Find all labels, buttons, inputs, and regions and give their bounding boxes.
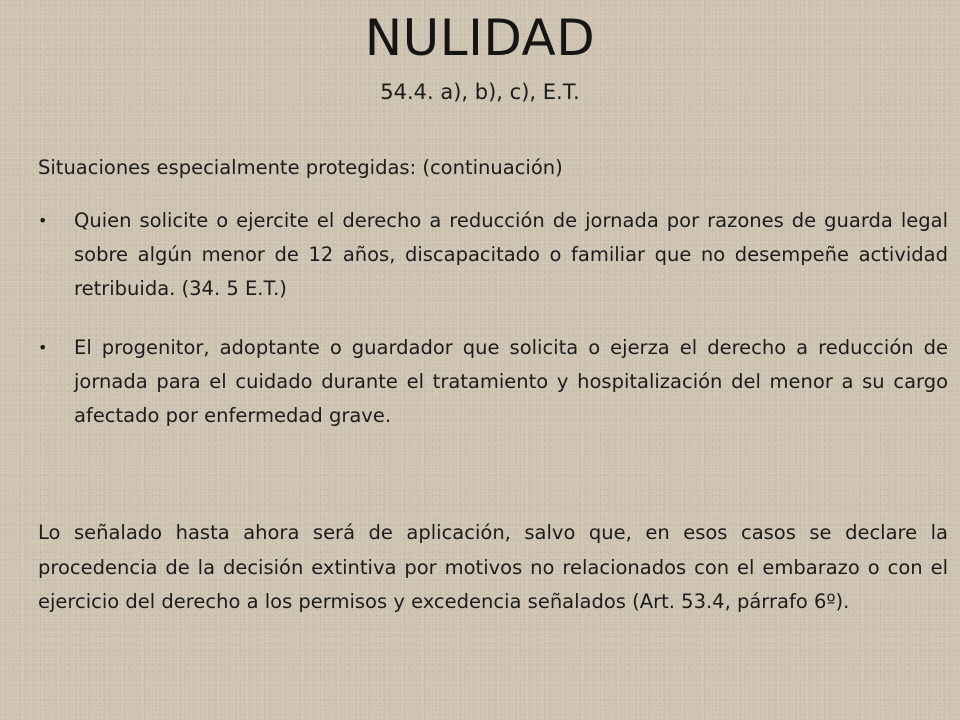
bullet-list-1 bbox=[38, 204, 948, 306]
bullet-text: Quien solicite o ejercite el derecho a reducción de jornada por razones de guarda legal sobre algún menor de 12 años, discapacitado o familiar que no desempeñe actividad retribuida. (34. 5 E.T.) bbox=[74, 209, 948, 300]
bullet-item bbox=[38, 331, 948, 433]
bullet-list-2 bbox=[38, 331, 948, 433]
bullet-icon: • bbox=[38, 211, 48, 230]
intro-text: Situaciones especialmente protegidas: (continuación) bbox=[38, 156, 563, 179]
bullet-text: El progenitor, adoptante o guardador que solicita o ejerza el derecho a reducción de jornada para el cuidado durante el tratamiento y hospitalización del menor a su cargo afectado por enfermedad grave. bbox=[74, 336, 948, 427]
closing-paragraph: Lo señalado hasta ahora será de aplicación, salvo que, en esos casos se declare la procedencia de la decisión extintiva por motivos no relacionados con el embarazo o con el ejercicio del derecho a los permisos y excedencia señalados (Art. 53.4, párrafo 6º). bbox=[38, 521, 948, 613]
bullet-item bbox=[38, 204, 948, 306]
slide-subtitle: 54.4. a), b), c), E.T. bbox=[380, 80, 580, 104]
bullet-icon: • bbox=[38, 338, 48, 357]
slide-title: NULIDAD bbox=[364, 9, 596, 67]
